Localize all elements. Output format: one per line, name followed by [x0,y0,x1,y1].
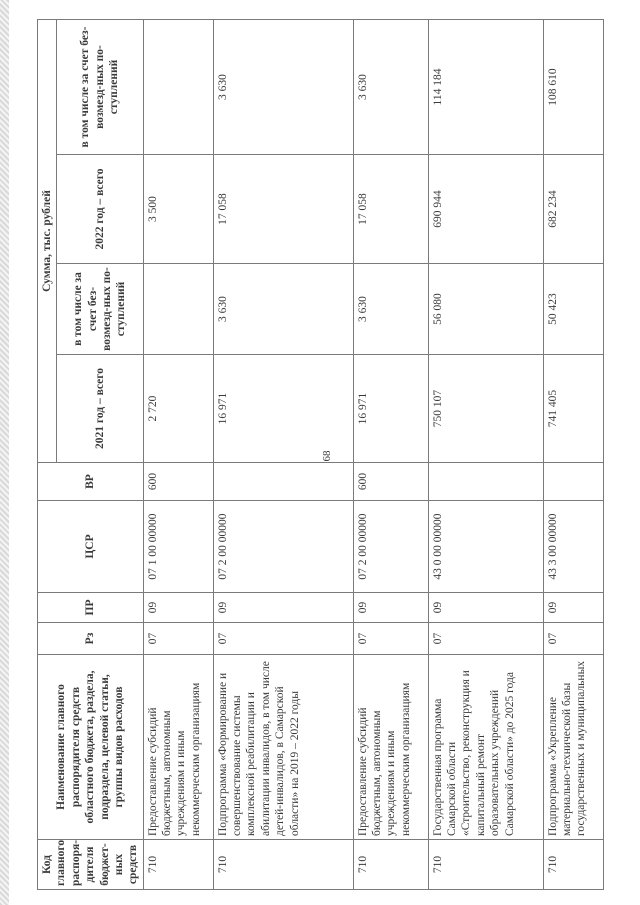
cell-name: Предоставление субсидий бюджетным, автономным учреждениям и иным некоммерческим организациям [353,655,428,840]
header-rz: Рз [38,623,144,655]
header-2021-free: в том числе за счет без-возмезд-ных по-ступлений [57,264,143,355]
cell-rz: 07 [543,623,603,655]
cell-csr: 07 2 00 00000 [353,501,428,593]
scan-edge-strip [0,0,9,905]
page-number: 68 [321,450,333,462]
header-vr: ВР [38,463,144,501]
header-name: Наименование главного распорядителя средств областного бюджета, раздела, подраздела, целевой статьи, группы видов расходов [38,655,144,840]
cell-2022-free [143,20,213,155]
cell-vr [543,463,603,501]
cell-2021-total: 750 107 [428,355,543,463]
header-2022-free: в том числе за счет без-возмезд-ных по-ступлений [57,20,143,155]
cell-pr: 09 [143,593,213,623]
cell-name: Подпрограмма «Укрепление материально-технической базы государственных и муниципальных [543,655,603,840]
cell-2021-total: 16 971 [213,355,353,463]
header-pr: ПР [38,593,144,623]
cell-vr: 600 [143,463,213,501]
cell-2022-total: 3 500 [143,155,213,264]
cell-rz: 07 [353,623,428,655]
cell-code: 710 [428,840,543,890]
cell-rz: 07 [213,623,353,655]
cell-vr [213,463,353,501]
cell-2021-free: 3 630 [213,264,353,355]
cell-2022-total: 17 058 [353,155,428,264]
table-row [543,20,603,890]
cell-pr: 09 [213,593,353,623]
table-row [213,20,353,890]
cell-2022-total: 682 234 [543,155,603,264]
cell-name: Подпрограмма «Формирование и совершенствование системы комплексной реабилитации и абилитации инвалидов, в том числе детей-инвалидов, в Самарской области» на 2019 – 2022 годы [213,655,353,840]
cell-2022-free: 3 630 [213,20,353,155]
cell-2021-free: 3 630 [353,264,428,355]
cell-pr: 09 [428,593,543,623]
cell-2021-free [143,264,213,355]
cell-name: Государственная программа Самарской области «Строительство, реконструкция и капитальный ремонт образовательных учреждений Самарской области» до 2025 года [428,655,543,840]
cell-2021-free: 56 080 [428,264,543,355]
table-row [353,20,428,890]
header-2021-total: 2021 год – всего [57,355,143,463]
cell-csr: 07 1 00 00000 [143,501,213,593]
cell-code: 710 [543,840,603,890]
cell-2021-total: 16 971 [353,355,428,463]
cell-csr: 43 3 00 00000 [543,501,603,593]
cell-code: 710 [213,840,353,890]
cell-rz: 07 [428,623,543,655]
header-csr: ЦСР [38,501,144,593]
rotated-page-content [37,20,640,890]
cell-pr: 09 [353,593,428,623]
budget-table [37,19,604,890]
cell-2022-free: 108 610 [543,20,603,155]
cell-2022-free: 114 184 [428,20,543,155]
table-row [428,20,543,890]
cell-2022-total: 17 058 [213,155,353,264]
cell-vr: 600 [353,463,428,501]
cell-vr [428,463,543,501]
table-row [143,20,213,890]
header-2022-total: 2022 год – всего [57,155,143,264]
header-row-top [38,20,57,890]
cell-csr: 43 0 00 00000 [428,501,543,593]
cell-code: 710 [143,840,213,890]
cell-code: 710 [353,840,428,890]
header-sum-group: Сумма, тыс. рублей [38,20,57,463]
cell-rz: 07 [143,623,213,655]
header-code: Код главного распоря-дителя бюджет-ных средств [38,840,144,890]
cell-2021-free: 50 423 [543,264,603,355]
cell-2021-total: 2 720 [143,355,213,463]
cell-name: Предоставление субсидий бюджетным, автономным учреждениям и иным некоммерческим организациям [143,655,213,840]
cell-2022-total: 690 944 [428,155,543,264]
cell-2021-total: 741 405 [543,355,603,463]
cell-pr: 09 [543,593,603,623]
cell-csr: 07 2 00 00000 [213,501,353,593]
cell-2022-free: 3 630 [353,20,428,155]
